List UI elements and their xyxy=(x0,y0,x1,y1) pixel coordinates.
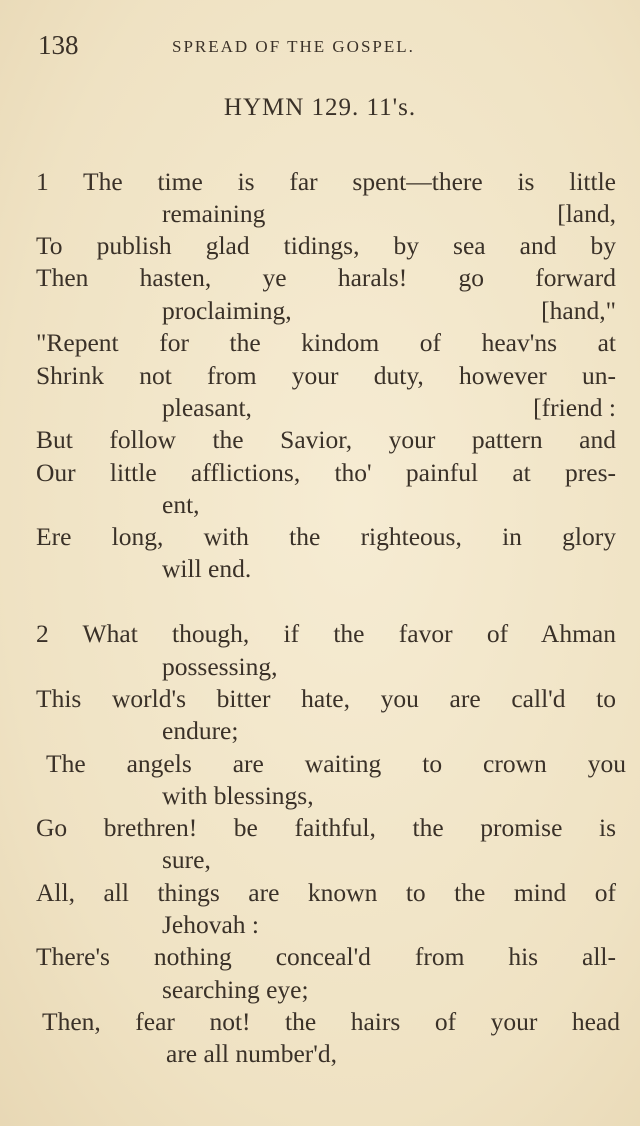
running-title: SPREAD OF THE GOSPEL. xyxy=(172,37,415,56)
verse-2-line-14: are all number'd, xyxy=(166,1039,337,1068)
verse-1-line-12: Ere long, with the righteous, in glory xyxy=(36,522,616,551)
verse-1-line-6: "Repent for the kindom of heav'ns at xyxy=(36,328,616,357)
verse-2-line-13: Then, fear not! the hairs of your head xyxy=(42,1007,620,1036)
verse-1-line-10: Our little afflictions, tho' painful at pres- xyxy=(36,458,616,487)
hymn-title: HYMN 129. 11's. xyxy=(223,94,417,121)
verse-1-line-5 xyxy=(162,295,616,327)
verse-2-line-1: 2 What though, if the favor of Ahman xyxy=(36,619,616,648)
verse-1-line-8-turnover: [friend : xyxy=(533,393,616,422)
verse-2-line-8: sure, xyxy=(162,845,211,874)
verse-1-line-1: 1 The time is far spent—there is little xyxy=(36,167,616,196)
verse-2-line-11: There's nothing conceal'd from his all- xyxy=(36,942,616,971)
verse-1-line-7: Shrink not from your duty, however un- xyxy=(36,361,616,390)
verse-1-line-11: ent, xyxy=(162,490,200,519)
verse-2-line-2: possessing, xyxy=(162,652,278,681)
verse-1-line-4: Then hasten, ye harals! go forward xyxy=(36,263,616,292)
verse-2-line-12: searching eye; xyxy=(162,975,309,1004)
verse-1-line-3: To publish glad tidings, by sea and by xyxy=(36,231,616,260)
verse-1-line-5-turnover: [hand," xyxy=(541,296,616,325)
verse-1-line-8 xyxy=(162,392,616,424)
verse-1-line-2 xyxy=(162,198,616,230)
verse-1-line-2-turnover: [land, xyxy=(557,199,616,228)
verse-1-line-5-main: proclaiming, xyxy=(162,296,292,325)
page-number: 138 xyxy=(38,30,79,60)
verse-2-line-6: with blessings, xyxy=(162,781,314,810)
verse-2-line-10: Jehovah : xyxy=(162,910,260,939)
verse-2-line-9: All, all things are known to the mind of xyxy=(36,878,616,907)
verse-1-line-13: will end. xyxy=(162,554,252,583)
verse-2-line-3: This world's bitter hate, you are call'd to xyxy=(36,684,616,713)
verse-2-line-4: endure; xyxy=(162,716,239,745)
verse-1-line-9: But follow the Savior, your pattern and xyxy=(36,425,616,454)
verse-2-line-7: Go brethren! be faithful, the promise is xyxy=(36,813,616,842)
verse-1-line-8-main: pleasant, xyxy=(162,393,252,422)
page-header xyxy=(38,30,620,60)
verse-1-line-2-main: remaining xyxy=(162,199,266,228)
verse-2-line-5: The angels are waiting to crown you xyxy=(46,749,626,778)
